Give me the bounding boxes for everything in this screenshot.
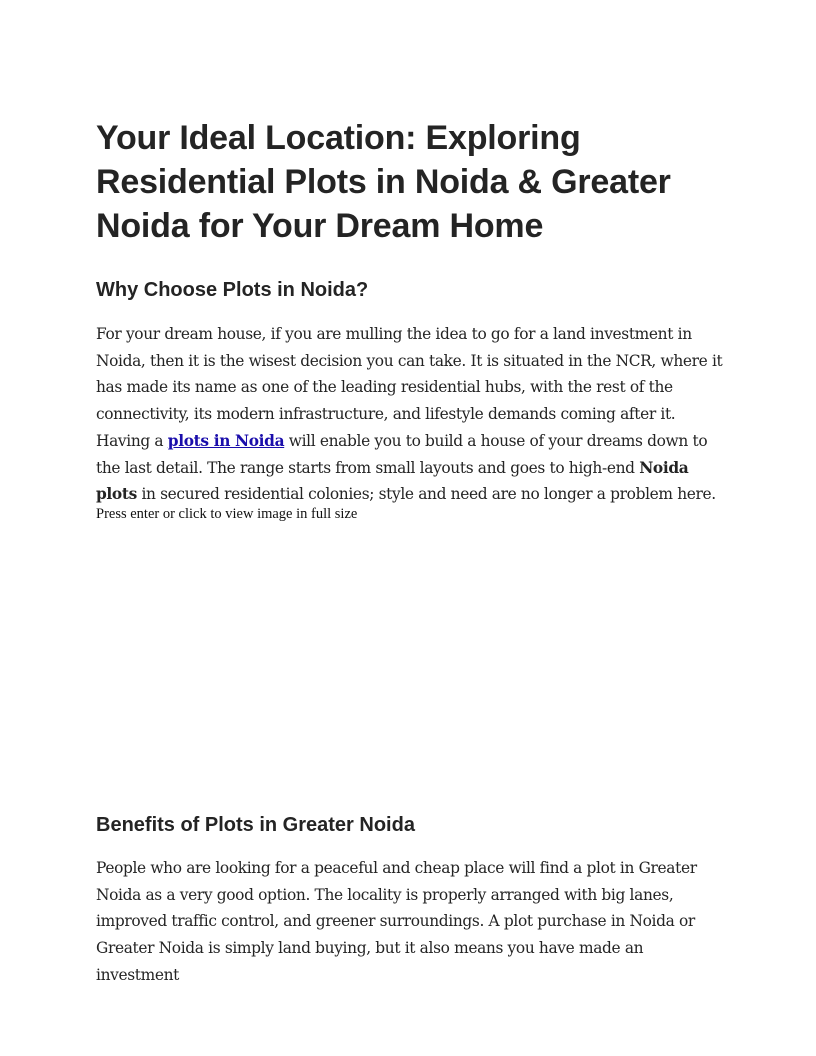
paragraph-benefits-greater-noida: People who are looking for a peaceful and cheap place will find a plot in Greater Noida as a very good option. The locality is properly arranged with big lanes, improved traffic control, and greener surroundings. A plot purchase in Noida or Greater Noida is simply land buying, but it also means you have made an investment [96,859,697,984]
section-heading-why-noida: Why Choose Plots in Noida? [96,279,369,301]
noida-plots-bold: Noida plots [96,458,689,504]
article-image-placeholder[interactable] [96,527,720,797]
section-heading-benefits-greater-noida: Benefits of Plots in Greater Noida [96,814,415,836]
paragraph-text: will enable you to build a house of your dreams down to the last detail. The range starts from small layouts and goes to high-end [96,431,708,477]
paragraph-text: in secured residential colonies; style and need are no longer a problem here. [136,485,716,504]
article-title: Your Ideal Location: Exploring Residential Plots in Noida & Greater Noida for Your Dream Home [96,119,671,245]
paragraph-why-noida [96,321,726,508]
plots-in-noida-link[interactable]: plots in Noida [167,431,285,450]
paragraph-text: For your dream house, if you are mulling the idea to go for a land investment in Noida, then it is the wisest decision you can take. It is situated in the NCR, where it has made its name as one of the leading residential hubs, with the rest of the connectivity, its modern infrastructure, and lifestyle demands coming after it. Having a [96,325,723,450]
image-caption[interactable]: Press enter or click to view image in full size [96,506,358,522]
